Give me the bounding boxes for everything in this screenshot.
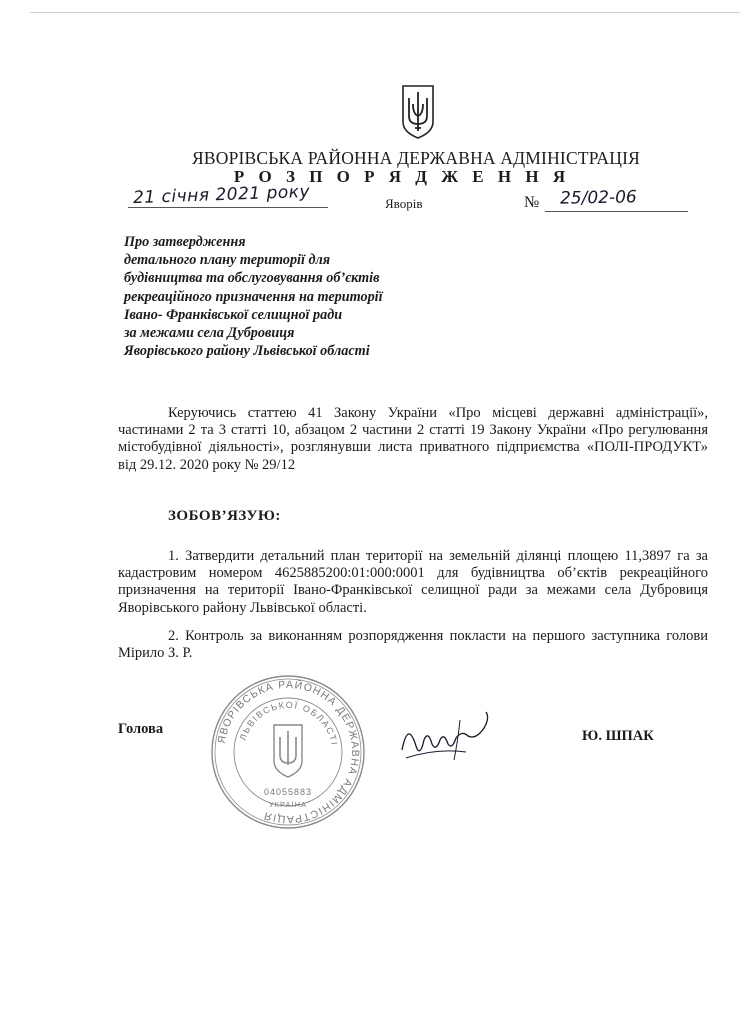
intro-paragraph: Керуючись статтею 41 Закону України «Про місцеві державні адміністрації», частинами 2 та 3 статті 10, абзацом 2 частини 2 статті 19 Закону України «Про регулювання містобудівної діяльності», розглянувши листа приватного підприємства «ПОЛІ-ПРОДУКТ» від 29.12. 2020 року № 29/12 [118,405,708,473]
organization-name: ЯВОРІВСЬКА РАЙОННА ДЕРЖАВНА АДМІНІСТРАЦІЯ [192,148,640,168]
subject-line: за межами села Дубровиця [124,325,295,342]
stamp-country: УКРАЇНА [268,800,308,809]
handwritten-date: 21 січня 2021 року [132,181,311,209]
number-underline [545,211,688,212]
stamp-trident-icon [274,725,302,777]
stamp-code: 04055883 [263,787,313,797]
subject-line: Про затвердження [124,234,246,250]
stamp-ring-text: ЯВОРІВСЬКА РАЙОННА ДЕРЖАВНА АДМІНІСТРАЦІЯ [215,678,362,826]
scan-top-rule [30,12,740,13]
order-item-2: 2. Контроль за виконанням розпорядження покласти на першого заступника голови Мірило З. Р. [118,628,708,662]
stamp-inner-text: ЛЬВІВСЬКОЇ ОБЛАСТІ [237,699,340,747]
subject-line: детального плану території для [124,252,331,269]
handwritten-number: 25/02-06 [559,187,637,209]
subject-line: будівництва та обслуговування об’єктів [124,270,380,287]
order-heading: ЗОБОВ’ЯЗУЮ: [168,508,281,524]
subject-line: Івано- Франківської селищної ради [124,306,343,323]
document-type-title: Р О З П О Р Я Д Ж Е Н Н Я [233,167,571,186]
handwritten-signature [396,700,496,770]
signatory-name: Ю. ШПАК [582,728,654,744]
city-name: Яворів [385,196,423,211]
subject-line: рекреаційного призначення на території [124,288,383,305]
trident-emblem-icon [400,84,436,140]
date-underline [128,207,328,208]
subject-block [124,233,464,360]
official-stamp [208,673,368,831]
signatory-role: Голова [118,721,164,737]
number-label: № [524,194,540,211]
subject-line: Яворівського району Львівської області [124,343,370,360]
order-item-1: 1. Затвердити детальний план території на земельній ділянці площею 11,3897 га за кадастровим номером 4625885200:01:000:0001 для будівництва об’єктів рекреаційного призначення на території Івано-Франківської селищної ради за межами села Дубровиця Яворівського району Львівської області. [118,548,708,616]
